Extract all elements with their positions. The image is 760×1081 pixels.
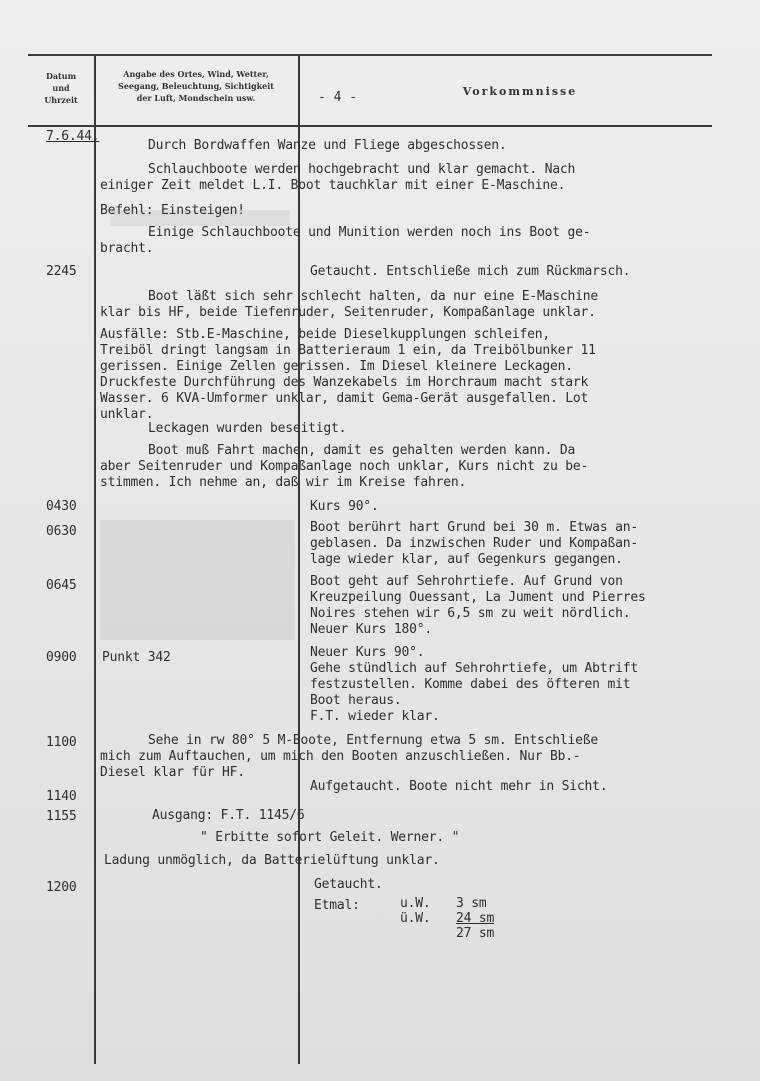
paper-smudge <box>100 520 295 640</box>
etmal-uw-value: 3 sm <box>456 896 487 911</box>
header-place-column <box>96 68 296 104</box>
time-stamp: 1140 <box>46 789 77 804</box>
event-line: Befehl: Einsteigen! <box>100 203 245 218</box>
time-stamp: 2245 <box>46 264 77 279</box>
event-line: mich zum Auftauchen, um mich den Booten anzuschließen. Nur Bb.- <box>100 749 581 764</box>
etmal-ow-value: 24 sm <box>456 911 495 926</box>
event-line: Boot berührt hart Grund bei 30 m. Etwas an- <box>310 520 638 535</box>
position-note: Punkt 342 <box>102 650 171 665</box>
event-line: einiger Zeit meldet L.I. Boot tauchklar mit einer E-Maschine. <box>100 178 566 193</box>
header-date-line: Datum <box>45 71 77 81</box>
date-column-rule <box>94 54 96 1064</box>
event-line: Diesel klar für HF. <box>100 765 245 780</box>
time-stamp: 0645 <box>46 578 77 593</box>
event-line: aber Seitenruder und Kompaßanlage noch unklar, Kurs nicht zu be- <box>100 459 589 474</box>
event-line: Durch Bordwaffen Wanze und Fliege abgeschossen. <box>148 138 507 153</box>
event-line: Schlauchboote werden hochgebracht und klar gemacht. Nach <box>148 162 576 177</box>
etmal-total: 27 sm <box>456 926 495 941</box>
event-line: Getaucht. Entschließe mich zum Rückmarsch. <box>310 264 631 279</box>
event-line: Noires stehen wir 6,5 sm zu weit nördlich. <box>310 606 631 621</box>
event-line: festzustellen. Komme dabei des öfteren mit <box>310 677 631 692</box>
event-line: Neuer Kurs 180°. <box>310 622 433 637</box>
header-events-column: Vorkommnisse <box>462 85 578 98</box>
header-date-line: und <box>52 83 70 93</box>
event-line: Ausgang: F.T. 1145/6 <box>152 808 305 823</box>
event-line: geblasen. Da inzwischen Ruder und Kompaßan- <box>310 536 638 551</box>
event-line: Boot läßt sich sehr schlecht halten, da nur eine E-Maschine <box>148 289 598 304</box>
event-line: Boot muß Fahrt machen, damit es gehalten werden kann. Da <box>148 443 576 458</box>
event-line: Getaucht. <box>314 877 383 892</box>
event-line: Einige Schlauchboote und Munition werden noch ins Boot ge- <box>148 225 591 240</box>
time-stamp: 1155 <box>46 809 77 824</box>
header-place-line: der Luft, Mondschein usw. <box>136 93 256 103</box>
event-line: " Erbitte sofort Geleit. Werner. " <box>200 830 460 845</box>
event-line: Leckagen wurden beseitigt. <box>148 421 347 436</box>
page-number: - 4 - <box>318 90 358 105</box>
event-line: bracht. <box>100 241 154 256</box>
header-place-line: Angabe des Ortes, Wind, Wetter, <box>123 69 269 79</box>
etmal-label: Etmal: <box>314 898 360 913</box>
event-line: stimmen. Ich nehme an, daß wir im Kreise fahren. <box>100 475 467 490</box>
time-stamp: 0430 <box>46 499 77 514</box>
place-column-rule <box>298 54 300 1064</box>
header-rule <box>28 125 712 127</box>
time-stamp: 1100 <box>46 735 77 750</box>
event-line: unklar. <box>100 407 154 422</box>
etmal-ow-label: ü.W. <box>400 911 431 926</box>
event-line: lage wieder klar, auf Gegenkurs gegangen. <box>310 552 623 567</box>
header-place-line: Seegang, Beleuchtung, Sichtigkeit <box>118 81 274 91</box>
etmal-uw-label: u.W. <box>400 896 431 911</box>
event-line: Wasser. 6 KVA-Umformer unklar, damit Gema-Gerät ausgefallen. Lot <box>100 391 589 406</box>
time-stamp: 1200 <box>46 880 77 895</box>
entry-date: 7.6.44. <box>46 129 100 144</box>
event-line: Boot heraus. <box>310 693 402 708</box>
event-line: Treiböl dringt langsam in Batterieraum 1 ein, da Treibölbunker 11 <box>100 343 596 358</box>
event-line: Kreuzpeilung Ouessant, La Jument und Pierres <box>310 590 646 605</box>
event-line: F.T. wieder klar. <box>310 709 440 724</box>
event-line: Ausfälle: Stb.E-Maschine, beide Dieselkupplungen schleifen, <box>100 327 550 342</box>
time-stamp: 0630 <box>46 524 77 539</box>
header-date-line: Uhrzeit <box>44 95 78 105</box>
event-line: Ladung unmöglich, da Batterielüftung unklar. <box>104 853 440 868</box>
top-rule <box>28 54 712 56</box>
event-line: Kurs 90°. <box>310 499 379 514</box>
event-line: Neuer Kurs 90°. <box>310 645 425 660</box>
event-line: klar bis HF, beide Tiefenruder, Seitenruder, Kompaßanlage unklar. <box>100 305 596 320</box>
event-line: gerissen. Einige Zellen gerissen. Im Diesel kleinere Leckagen. <box>100 359 573 374</box>
event-line: Druckfeste Durchführung des Wanzekabels im Horchraum macht stark <box>100 375 589 390</box>
event-line: Boot geht auf Sehrohrtiefe. Auf Grund von <box>310 574 623 589</box>
event-line: Sehe in rw 80° 5 M-Boote, Entfernung etwa 5 sm. Entschließe <box>148 733 598 748</box>
header-date-column <box>30 70 92 106</box>
event-line: Aufgetaucht. Boote nicht mehr in Sicht. <box>310 779 608 794</box>
time-stamp: 0900 <box>46 650 77 665</box>
event-line: Gehe stündlich auf Sehrohrtiefe, um Abtrift <box>310 661 638 676</box>
